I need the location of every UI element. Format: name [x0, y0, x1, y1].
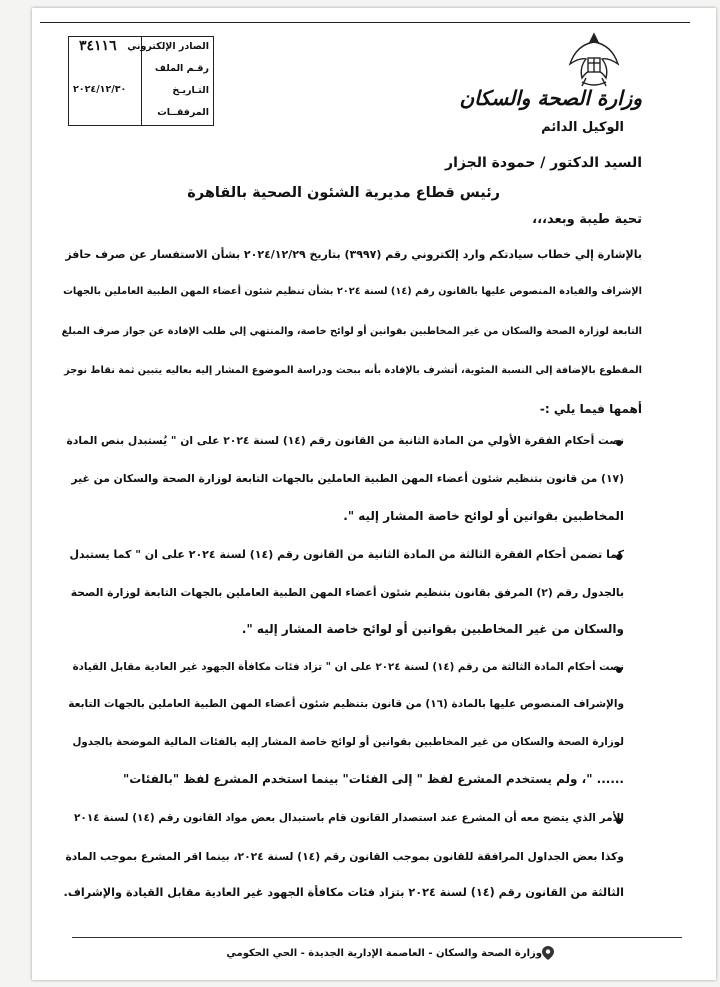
attachments-label: المرفقــات — [157, 107, 209, 118]
intro-line: الإشراف والقيادة المنصوص عليها بالقانون رقم (١٤) لسنة ٢٠٢٤ بشأن تنظيم شئون أعضاء المهن الطبية العاملين بالجهات — [63, 286, 642, 297]
bullet-line: لوزارة الصحة والسكان من غير المخاطبين بقوانين أو لوائح خاصة المشار إليه بالفئات المالية الموضحة بالجدول — [72, 736, 624, 748]
top-border-line — [40, 22, 690, 23]
bullet-line: بالجدول رقم (٢) المرفق بقانون بتنظيم شئون أعضاء المهن الطبية العاملين بالجهات التابعة لوزارة الصحة — [70, 586, 624, 599]
intro-line: المقطوع بالإضافة إلي النسبة المئوية، أتشرف بالإفادة بأنه ببحث ودراسة الموضوع المشار إليه بعاليه يتبين ثمة نقاط نوجز — [64, 365, 642, 376]
footer-address: وزارة الصحة والسكان - العاصمة الإدارية الجديدة - الحي الحكومي — [226, 948, 542, 959]
date-row — [69, 81, 213, 102]
addressee-name: السيد الدكتور / حمودة الجزار — [445, 155, 642, 171]
file-label: رقـم الملف — [154, 63, 209, 74]
bullet-line: (١٧) من قانون بتنظيم شئون أعضاء المهن الطبية العاملين بالجهات التابعة لوزارة الصحة والسكان من غير — [71, 472, 624, 485]
bullet-line: وكذا بعض الجداول المرافقة للقانون بموجب القانون رقم (١٤) لسنة ٢٠٢٤، بينما اقر المشرع بموجب المادة — [65, 850, 624, 863]
ministry-name: وزارة الصحة والسكان — [459, 86, 642, 110]
date-label: التـاريـخ — [172, 85, 209, 96]
date-value: ٢٠٢٤/١٢/٣٠ — [73, 84, 127, 95]
bullet-line: الثالثة من القانون رقم (١٤) لسنة ٢٠٢٤ بتزاد فئات مكافأة الجهود غير العادية مقابل القيادة والإشراف. — [63, 886, 624, 899]
outgoing-label: الصادر الإلكتروني — [127, 41, 209, 52]
reference-box — [68, 36, 214, 126]
eagle-emblem-icon — [564, 28, 624, 92]
bullet-line: نصت أحكام الفقرة الأولي من المادة الثانية من القانون رقم (١٤) لسنة ٢٠٢٤ على ان " يُستبدل بنص المادة — [66, 434, 624, 447]
bullet-line: والسكان من غير المخاطبين بقوانين أو لوائح خاصة المشار إليه ". — [241, 622, 624, 636]
file-row — [69, 59, 213, 80]
document-page — [32, 8, 716, 980]
bullet-line: ...... "، ولم يستخدم المشرع لفظ " إلى الفئات" بينما استخدم المشرع لفظ "بالفئات" — [122, 772, 624, 786]
bullet-line: كما تضمن أحكام الفقرة الثالثة من المادة الثانية من القانون رقم (١٤) لسنة ٢٠٢٤ على ان " كما يستبدل — [69, 548, 624, 561]
intro-line: أهمها فيما يلي :- — [539, 402, 642, 416]
intro-line: بالإشارة إلي خطاب سيادتكم وارد إلكتروني رقم (٣٩٩٧) بتاريخ ٢٠٢٤/١٢/٢٩ بشأن الاستفسار عن صرف حافز — [65, 248, 642, 261]
attachments-row — [69, 103, 213, 124]
bullet-line: نصت أحكام المادة الثالثة من رقم (١٤) لسنة ٢٠٢٤ على ان " تزاد فئات مكافأة الجهود غير العادية مقابل القيادة — [72, 661, 624, 673]
addressee-title: رئيس قطاع مديرية الشئون الصحية بالقاهرة — [187, 185, 500, 201]
bullet-line: والإشراف المنصوص عليها بالمادة (١٦) من قانون بتنظيم شئون أعضاء المهن الطبية العاملين بالجهات التابعة — [68, 698, 624, 710]
footer-divider — [72, 937, 682, 938]
outgoing-number: ٣٤١١٦ — [79, 38, 117, 54]
intro-line: التابعة لوزارة الصحة والسكان من غير المخاطبين بقوانين أو لوائح خاصة، والمنتهي إلي طلب الإفادة عن جواز صرف المبلغ — [61, 326, 642, 337]
location-pin-icon — [542, 946, 554, 960]
bullet-line: المخاطبين بقوانين أو لوائح خاصة المشار إليه ". — [343, 509, 624, 523]
greeting: تحية طيبة وبعد،،، — [532, 212, 642, 227]
bullet-line: الأمر الذي يتضح معه أن المشرع عند استصدار القانون قام باستبدال بعض مواد القانون رقم (١٤) لسنة ٢٠١٤ — [74, 812, 624, 824]
outgoing-row — [69, 37, 213, 58]
undersecretary-title: الوكيل الدائم — [541, 120, 624, 135]
